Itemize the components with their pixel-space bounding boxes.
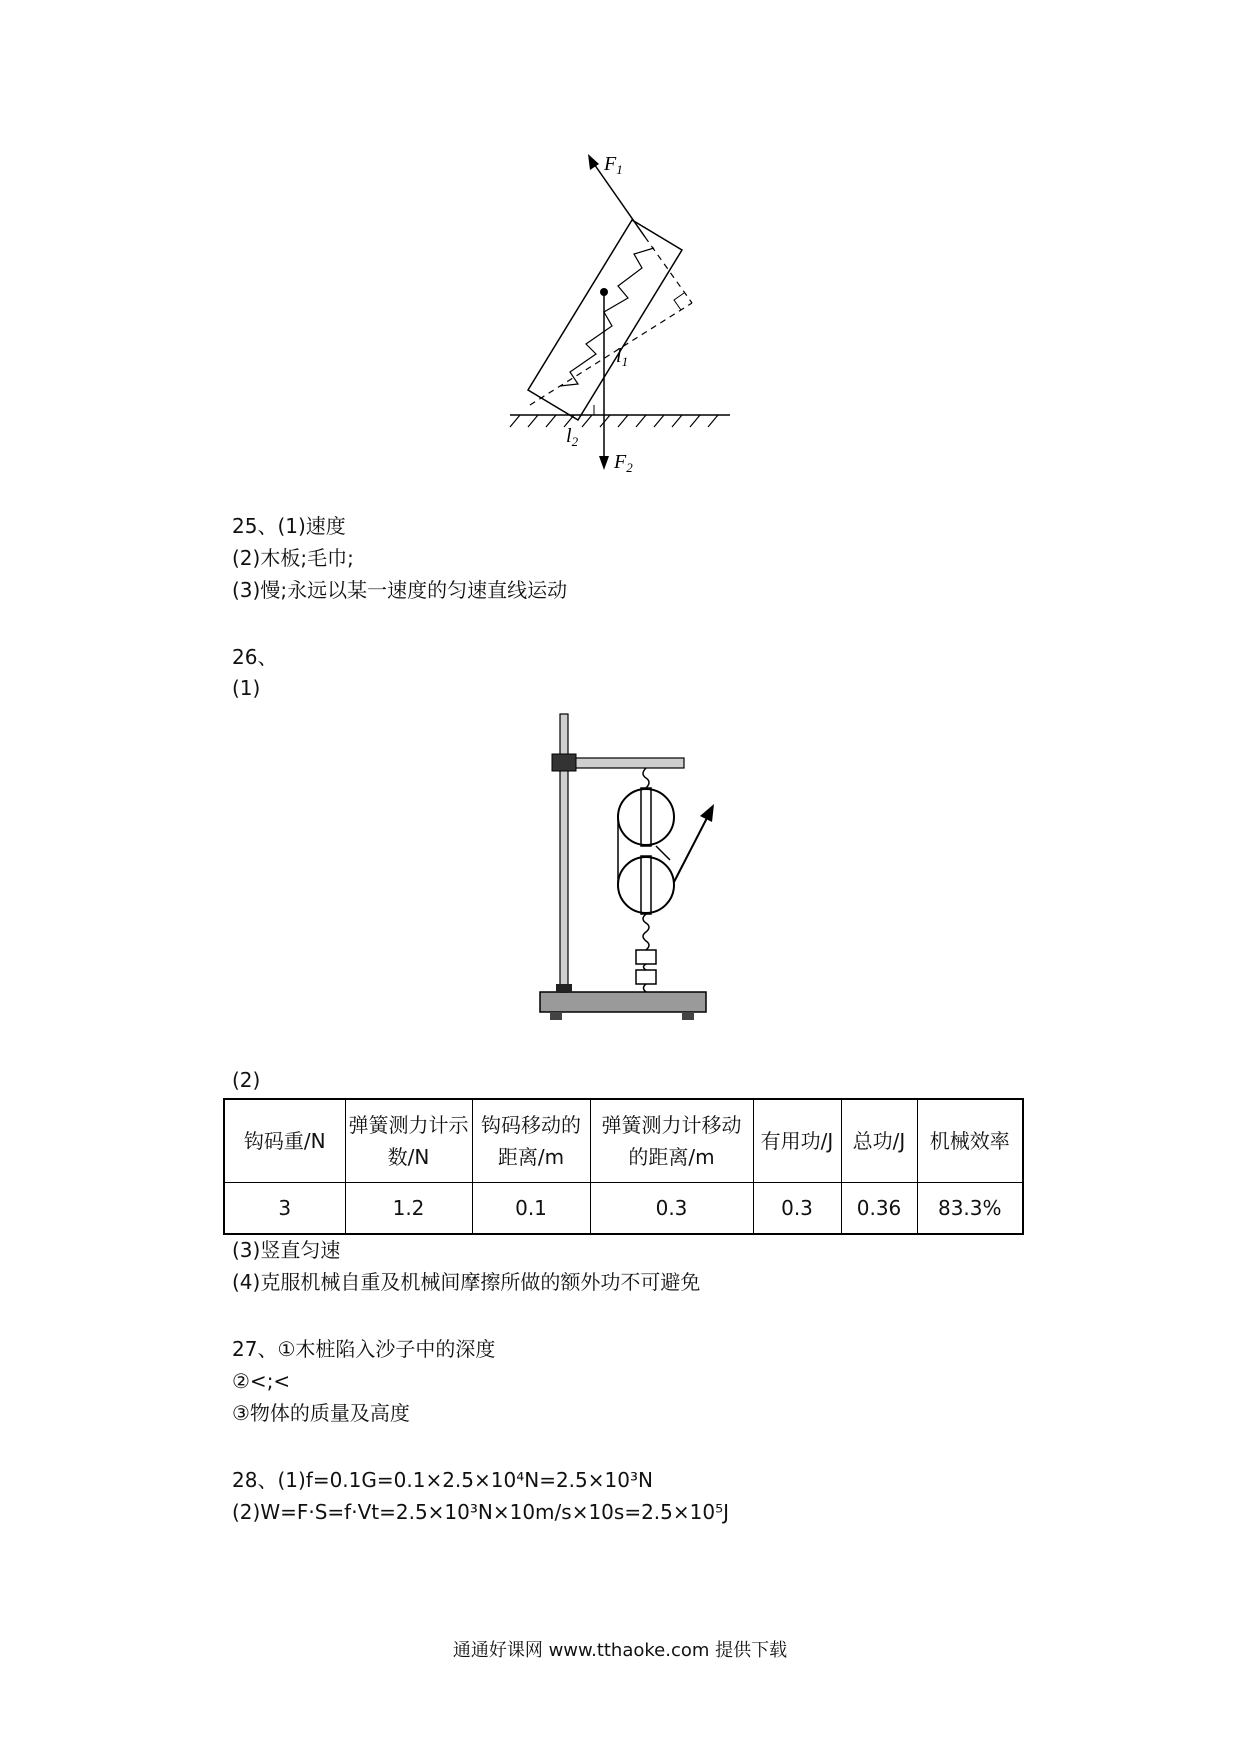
f1-extension-dashed <box>645 237 692 303</box>
l2-right-angle <box>594 405 604 415</box>
table-header-cell: 弹簧测力计示数/N <box>345 1099 472 1183</box>
weight-tail-hook <box>644 984 647 992</box>
table-cell: 0.3 <box>590 1183 753 1235</box>
f2-label: $F_2$ <box>614 451 633 475</box>
lower-pulley <box>618 857 674 913</box>
base-foot-right <box>682 1012 694 1020</box>
table-header-cell: 钩码移动的距离/m <box>472 1099 590 1183</box>
table-header-cell: 有用功/J <box>753 1099 841 1183</box>
f2-arrowhead <box>599 456 609 470</box>
table-header-row <box>224 1099 1023 1183</box>
table-cell: 0.3 <box>753 1183 841 1235</box>
table-cell: 0.1 <box>472 1183 590 1235</box>
base-foot-left <box>550 1012 562 1020</box>
rope-middle <box>656 846 670 860</box>
l1-dashed <box>530 303 692 405</box>
stand-base <box>540 992 706 1012</box>
table-cell: 83.3% <box>917 1183 1023 1235</box>
table-cell: 0.36 <box>841 1183 917 1235</box>
hook-weight-1 <box>636 950 656 964</box>
tilted-board <box>528 220 682 420</box>
q25-line1: 25、(1)速度 <box>232 514 346 538</box>
upper-hook <box>643 768 649 788</box>
table-header-cell: 弹簧测力计移动的距离/m <box>590 1099 753 1183</box>
hook-weight-2 <box>636 970 656 984</box>
page-footer: 通通好课网 www.tthaoke.com 提供下载 <box>452 1640 788 1661</box>
q26-part1: (1) <box>232 676 261 700</box>
l2-label: $l_2$ <box>566 425 579 449</box>
board-zigzag <box>560 248 654 386</box>
q28-line1: 28、(1)f=0.1G=0.1×2.5×10⁴N=2.5×10³N <box>232 1468 653 1492</box>
pull-arrow <box>674 816 708 882</box>
arm-clamp <box>552 754 576 771</box>
upper-pulley <box>618 789 674 845</box>
lever-diagram <box>500 140 760 480</box>
q26-part2: (2) <box>232 1068 261 1092</box>
q27-line3: ③物体的质量及高度 <box>232 1401 410 1425</box>
stand-arm <box>568 758 684 768</box>
pull-arrowhead <box>700 804 714 822</box>
table-row <box>224 1183 1023 1235</box>
table-header-cell: 钩码重/N <box>224 1099 345 1183</box>
table-header-cell: 总功/J <box>841 1099 917 1183</box>
table-cell: 3 <box>224 1183 345 1235</box>
ground-hatching <box>510 415 718 427</box>
lower-hook <box>643 914 649 950</box>
l1-label: $l_1$ <box>616 345 629 369</box>
table-cell: 1.2 <box>345 1183 472 1235</box>
q27-line1: 27、①木桩陷入沙子中的深度 <box>232 1337 496 1361</box>
q26-heading: 26、 <box>232 645 278 669</box>
pulley-data-table <box>223 1098 1024 1235</box>
rod-clamp-bottom <box>556 984 572 992</box>
q26-part3: (3)竖直匀速 <box>232 1238 341 1262</box>
table-header-cell: 机械效率 <box>917 1099 1023 1183</box>
weight-link <box>644 964 647 970</box>
q27-line2: ②<;< <box>232 1369 291 1393</box>
f1-label: $F_1$ <box>604 153 623 177</box>
q26-part4: (4)克服机械自重及机械间摩擦所做的额外功不可避免 <box>232 1270 701 1294</box>
q25-line2: (2)木板;毛巾; <box>232 546 354 570</box>
l1-right-angle <box>674 293 684 310</box>
q25-line3: (3)慢;永远以某一速度的匀速直线运动 <box>232 578 568 602</box>
q28-line2: (2)W=F·S=f·Vt=2.5×10³N×10m/s×10s=2.5×10⁵J <box>232 1500 730 1524</box>
pulley-apparatus-diagram <box>530 710 720 1020</box>
